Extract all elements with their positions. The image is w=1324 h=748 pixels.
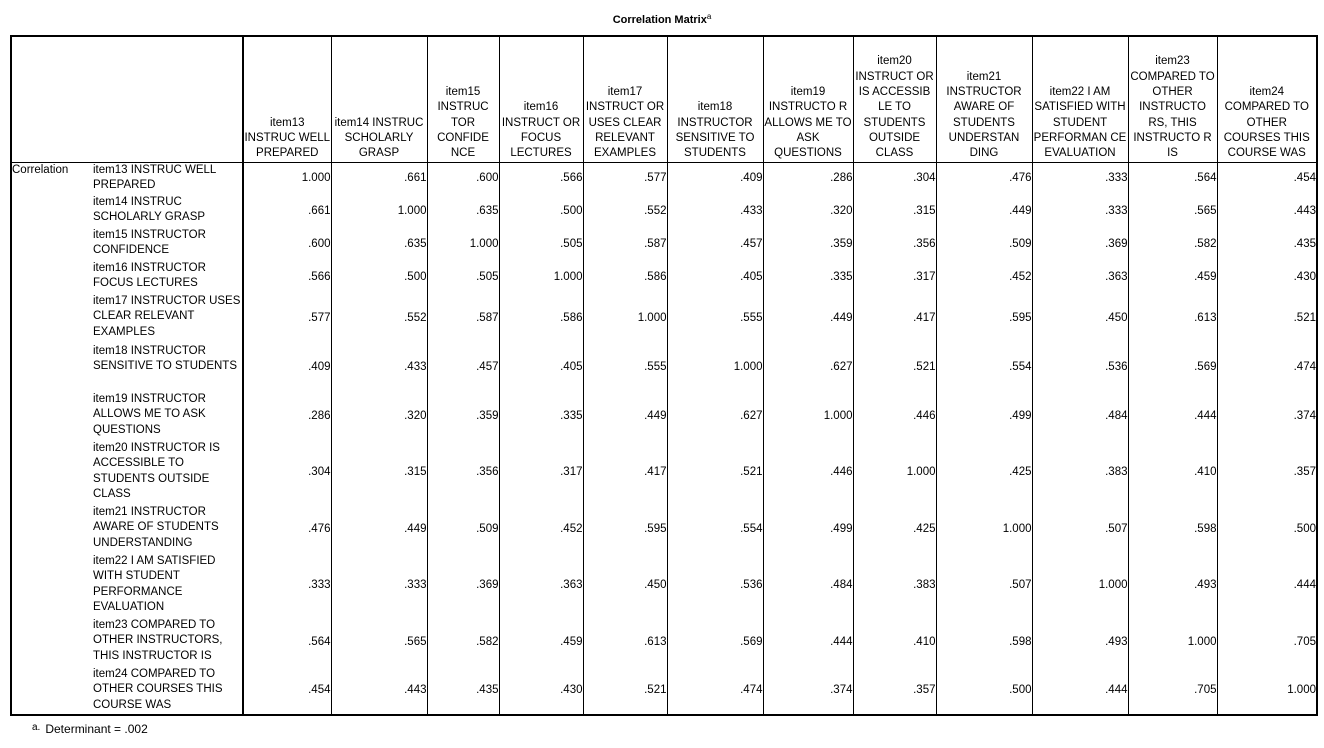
correlation-cell: .446 [853, 392, 936, 441]
correlation-cell: 1.000 [936, 505, 1032, 554]
table-title [0, 12, 1324, 26]
correlation-cell: .450 [583, 554, 667, 618]
correlation-cell: .383 [1032, 441, 1128, 505]
correlation-cell: .569 [1128, 344, 1217, 392]
correlation-cell: .405 [667, 261, 763, 294]
correlation-cell: .433 [331, 344, 427, 392]
correlation-cell: .509 [936, 228, 1032, 261]
correlation-cell: .304 [243, 441, 331, 505]
correlation-cell: .582 [427, 618, 499, 667]
table-row [11, 261, 1317, 294]
correlation-cell: .554 [667, 505, 763, 554]
correlation-cell: .457 [427, 344, 499, 392]
correlation-cell: .286 [763, 162, 853, 195]
footnote-marker: a. [32, 722, 41, 733]
correlation-cell: .405 [499, 344, 583, 392]
correlation-cell: .499 [763, 505, 853, 554]
footnote-text: Determinant = .002 [45, 722, 148, 736]
column-header: item18 INSTRUCTOR SENSITIVE TO STUDENTS [667, 36, 763, 162]
correlation-cell: .635 [427, 195, 499, 228]
correlation-cell: .476 [243, 505, 331, 554]
correlation-cell: .474 [1217, 344, 1317, 392]
correlation-cell: .409 [243, 344, 331, 392]
correlation-cell: .507 [1032, 505, 1128, 554]
correlation-cell: .582 [1128, 228, 1217, 261]
correlation-cell: .521 [1217, 294, 1317, 344]
correlation-cell: .600 [243, 228, 331, 261]
correlation-cell: .409 [667, 162, 763, 195]
correlation-cell: .335 [763, 261, 853, 294]
correlation-cell: .587 [427, 294, 499, 344]
correlation-cell: .459 [1128, 261, 1217, 294]
column-header: item14 INSTRUC SCHOLARLY GRASP [331, 36, 427, 162]
correlation-cell: .493 [1032, 618, 1128, 667]
correlation-cell: .449 [763, 294, 853, 344]
correlation-cell: .357 [1217, 441, 1317, 505]
correlation-cell: .369 [1032, 228, 1128, 261]
column-header: item19 INSTRUCTO R ALLOWS ME TO ASK QUESTIONS [763, 36, 853, 162]
correlation-matrix-table [10, 35, 1318, 716]
correlation-cell: .500 [1217, 505, 1317, 554]
row-label: item16 INSTRUCTOR FOCUS LECTURES [93, 262, 206, 290]
correlation-cell: .552 [583, 195, 667, 228]
correlation-cell: .454 [1217, 162, 1317, 195]
correlation-cell: 1.000 [499, 261, 583, 294]
correlation-cell: .565 [1128, 195, 1217, 228]
correlation-cell: .317 [853, 261, 936, 294]
table-row [11, 554, 1317, 618]
correlation-cell: .374 [1217, 392, 1317, 441]
row-label: item14 INSTRUC SCHOLARLY GRASP [93, 196, 206, 224]
correlation-cell: .505 [499, 228, 583, 261]
correlation-cell: .566 [499, 162, 583, 195]
correlation-cell: .333 [243, 554, 331, 618]
correlation-cell: .430 [1217, 261, 1317, 294]
correlation-cell: .369 [427, 554, 499, 618]
correlation-cell: .521 [667, 441, 763, 505]
correlation-cell: .435 [427, 667, 499, 715]
correlation-cell: .521 [583, 667, 667, 715]
footnote [32, 722, 148, 736]
correlation-cell: .286 [243, 392, 331, 441]
correlation-cell: .536 [667, 554, 763, 618]
correlation-cell: .320 [331, 392, 427, 441]
correlation-cell: .552 [331, 294, 427, 344]
column-header: item24 COMPARED TO OTHER COURSES THIS COURSE WAS [1217, 36, 1317, 162]
correlation-cell: .435 [1217, 228, 1317, 261]
correlation-cell: .410 [853, 618, 936, 667]
table-row [11, 162, 1317, 195]
correlation-cell: 1.000 [243, 162, 331, 195]
correlation-cell: .359 [763, 228, 853, 261]
correlation-cell: .566 [243, 261, 331, 294]
correlation-cell: .363 [1032, 261, 1128, 294]
title-text: Correlation Matrix [612, 14, 707, 26]
correlation-cell: .499 [936, 392, 1032, 441]
correlation-cell: .450 [1032, 294, 1128, 344]
correlation-cell: .564 [1128, 162, 1217, 195]
correlation-cell: .357 [853, 667, 936, 715]
correlation-cell: 1.000 [331, 195, 427, 228]
correlation-cell: .449 [936, 195, 1032, 228]
correlation-cell: .333 [1032, 162, 1128, 195]
correlation-cell: .500 [499, 195, 583, 228]
correlation-cell: .595 [936, 294, 1032, 344]
table-row [11, 618, 1317, 667]
row-label: item21 INSTRUCTOR AWARE OF STUDENTS UNDERSTANDING [93, 506, 219, 549]
correlation-cell: .449 [331, 505, 427, 554]
row-label: item17 INSTRUCTOR USES CLEAR RELEVANT EXAMPLES [93, 295, 241, 338]
row-label: item20 INSTRUCTOR IS ACCESSIBLE TO STUDENTS OUTSIDE CLASS [93, 442, 220, 500]
column-header: item15 INSTRUC TOR CONFIDE NCE [427, 36, 499, 162]
correlation-cell: .565 [331, 618, 427, 667]
correlation-cell: .317 [499, 441, 583, 505]
table-row [11, 667, 1317, 715]
correlation-cell: .383 [853, 554, 936, 618]
correlation-cell: .304 [853, 162, 936, 195]
correlation-cell: .661 [331, 162, 427, 195]
correlation-cell: 1.000 [583, 294, 667, 344]
correlation-cell: .613 [1128, 294, 1217, 344]
correlation-cell: .446 [763, 441, 853, 505]
correlation-cell: .484 [1032, 392, 1128, 441]
correlation-cell: .425 [853, 505, 936, 554]
correlation-cell: 1.000 [1032, 554, 1128, 618]
column-header: item23 COMPARED TO OTHER INSTRUCTO RS, THIS INSTRUCTO R IS [1128, 36, 1217, 162]
title-footnote-marker: a [706, 12, 712, 21]
correlation-cell: .500 [331, 261, 427, 294]
row-group-label: Correlation [12, 163, 69, 176]
header-row [11, 36, 1317, 162]
correlation-cell: .577 [583, 162, 667, 195]
column-header: item17 INSTRUCT OR USES CLEAR RELEVANT EXAMPLES [583, 36, 667, 162]
correlation-cell: .454 [243, 667, 331, 715]
row-label: item19 INSTRUCTOR ALLOWS ME TO ASK QUESTIONS [93, 393, 206, 436]
correlation-cell: .315 [853, 195, 936, 228]
correlation-cell: .500 [936, 667, 1032, 715]
correlation-cell: .569 [667, 618, 763, 667]
correlation-cell: .598 [936, 618, 1032, 667]
correlation-cell: .564 [243, 618, 331, 667]
correlation-cell: .536 [1032, 344, 1128, 392]
correlation-cell: 1.000 [1217, 667, 1317, 715]
correlation-cell: .505 [427, 261, 499, 294]
header-corner [11, 36, 243, 162]
correlation-cell: .356 [427, 441, 499, 505]
correlation-cell: .586 [583, 261, 667, 294]
correlation-cell: 1.000 [427, 228, 499, 261]
correlation-cell: .627 [667, 392, 763, 441]
correlation-cell: .554 [936, 344, 1032, 392]
correlation-cell: .449 [583, 392, 667, 441]
correlation-cell: .474 [667, 667, 763, 715]
correlation-cell: .417 [583, 441, 667, 505]
table-row [11, 228, 1317, 261]
correlation-cell: .320 [763, 195, 853, 228]
correlation-cell: .459 [499, 618, 583, 667]
row-label: item23 COMPARED TO OTHER INSTRUCTORS, THIS INSTRUCTOR IS [93, 619, 223, 662]
row-label: item13 INSTRUC WELL PREPARED [93, 163, 216, 191]
correlation-cell: .444 [1128, 392, 1217, 441]
column-header: item16 INSTRUCT OR FOCUS LECTURES [499, 36, 583, 162]
correlation-cell: .374 [763, 667, 853, 715]
correlation-cell: .335 [499, 392, 583, 441]
correlation-cell: .577 [243, 294, 331, 344]
row-label: item18 INSTRUCTOR SENSITIVE TO STUDENTS [93, 345, 237, 373]
correlation-cell: .452 [499, 505, 583, 554]
correlation-cell: .333 [331, 554, 427, 618]
correlation-cell: 1.000 [1128, 618, 1217, 667]
correlation-cell: .476 [936, 162, 1032, 195]
column-header: item20 INSTRUCT OR IS ACCESSIB LE TO STUDENTS OUTSIDE CLASS [853, 36, 936, 162]
correlation-cell: .315 [331, 441, 427, 505]
column-header: item13 INSTRUC WELL PREPARED [243, 36, 331, 162]
correlation-cell: .521 [853, 344, 936, 392]
table-row [11, 294, 1317, 344]
table-row [11, 505, 1317, 554]
correlation-cell: .444 [763, 618, 853, 667]
correlation-cell: .356 [853, 228, 936, 261]
table-row [11, 441, 1317, 505]
correlation-cell: .705 [1217, 618, 1317, 667]
correlation-cell: .359 [427, 392, 499, 441]
column-header: item21 INSTRUCTOR AWARE OF STUDENTS UNDERSTAN DING [936, 36, 1032, 162]
correlation-cell: .598 [1128, 505, 1217, 554]
correlation-cell: .661 [243, 195, 331, 228]
correlation-cell: .627 [763, 344, 853, 392]
correlation-cell: .430 [499, 667, 583, 715]
correlation-cell: .484 [763, 554, 853, 618]
correlation-cell: .333 [1032, 195, 1128, 228]
correlation-cell: .507 [936, 554, 1032, 618]
correlation-cell: 1.000 [763, 392, 853, 441]
correlation-cell: .635 [331, 228, 427, 261]
correlation-cell: .363 [499, 554, 583, 618]
correlation-cell: .417 [853, 294, 936, 344]
correlation-cell: .509 [427, 505, 499, 554]
correlation-cell: .705 [1128, 667, 1217, 715]
correlation-cell: .600 [427, 162, 499, 195]
column-header: item22 I AM SATISFIED WITH STUDENT PERFORMAN CE EVALUATION [1032, 36, 1128, 162]
correlation-cell: .457 [667, 228, 763, 261]
table-row [11, 392, 1317, 441]
row-label: item22 I AM SATISFIED WITH STUDENT PERFORMANCE EVALUATION [93, 555, 216, 613]
correlation-cell: .433 [667, 195, 763, 228]
correlation-cell: .586 [499, 294, 583, 344]
correlation-cell: .443 [1217, 195, 1317, 228]
table-row [11, 344, 1317, 392]
correlation-cell: .444 [1032, 667, 1128, 715]
correlation-cell: .555 [583, 344, 667, 392]
row-label: item15 INSTRUCTOR CONFIDENCE [93, 229, 206, 257]
correlation-cell: .425 [936, 441, 1032, 505]
correlation-cell: .410 [1128, 441, 1217, 505]
correlation-cell: 1.000 [853, 441, 936, 505]
row-label: item24 COMPARED TO OTHER COURSES THIS COURSE WAS [93, 668, 223, 711]
correlation-cell: .493 [1128, 554, 1217, 618]
correlation-cell: .613 [583, 618, 667, 667]
correlation-cell: .444 [1217, 554, 1317, 618]
table-row [11, 195, 1317, 228]
correlation-cell: 1.000 [667, 344, 763, 392]
correlation-cell: .555 [667, 294, 763, 344]
correlation-cell: .587 [583, 228, 667, 261]
correlation-cell: .443 [331, 667, 427, 715]
correlation-cell: .452 [936, 261, 1032, 294]
correlation-cell: .595 [583, 505, 667, 554]
